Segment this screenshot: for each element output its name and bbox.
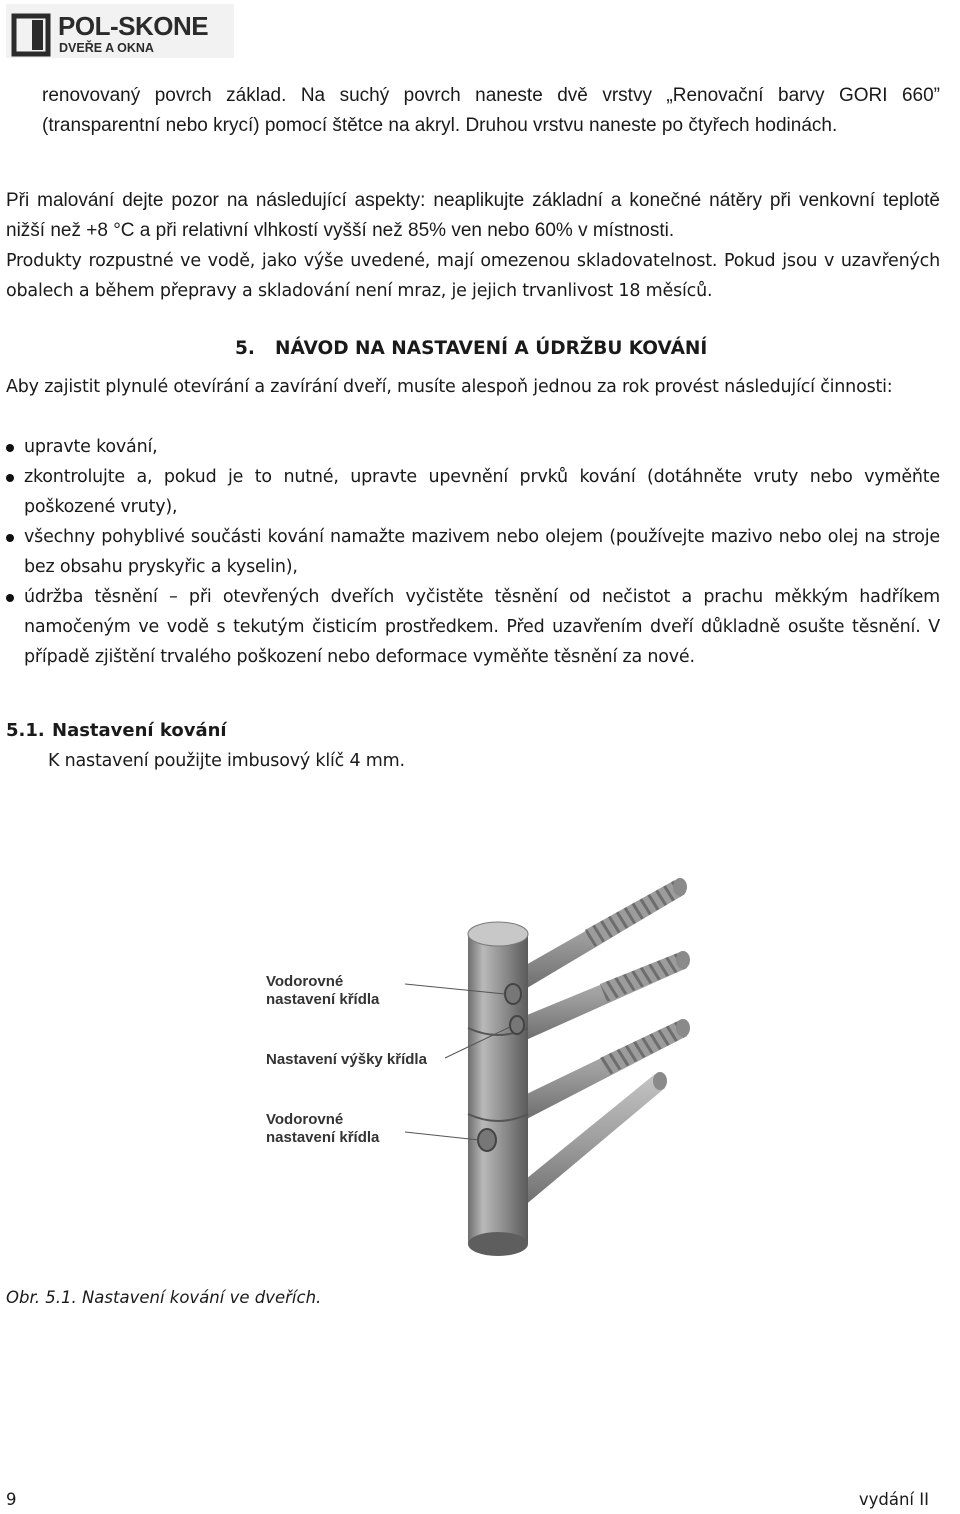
edition-label: vydání II (858, 1490, 929, 1509)
bullet-icon (6, 534, 14, 542)
list-item (24, 582, 940, 672)
logo-name: POL-SKONE (58, 11, 209, 41)
section-5-1-title: Nastavení kování (52, 720, 227, 741)
bullet-icon (6, 594, 14, 602)
page-number: 9 (6, 1490, 17, 1509)
section-5-intro: Aby zajistit plynulé otevírání a zavírání dveří, musíte alespoň jednou za rok provést následující činnosti: (6, 377, 893, 397)
list-item (24, 522, 940, 582)
figure-caption: Obr. 5.1. Nastavení kování ve dveřích. (6, 1288, 322, 1307)
section-5-1-text: K nastavení použijte imbusový klíč 4 mm. (48, 751, 405, 771)
label-horizontal-bottom-1: Vodorovné (266, 1111, 344, 1128)
label-horizontal-top-1: Vodorovné (266, 973, 344, 990)
list-item-text: upravte kování, (24, 437, 158, 457)
hinge-figure (255, 862, 695, 1272)
list-item (24, 462, 940, 522)
bullet-icon (6, 444, 14, 452)
paragraph-renovation: renovovaný povrch základ. Na suchý povrch naneste dvě vrstvy „Renovační barvy GORI 660” (transparentní nebo krycí) pomocí štětce na akryl. Druhou vrstvu naneste po čtyřech hodinách. (42, 85, 940, 136)
paragraph-painting-conditions: Při malování dejte pozor na následující aspekty: neaplikujte základní a konečné nátěry při venkovní teplotě nižší než +8 °C a při relativní vlhkostí vyšší než 85% ven nebo 60% v místnosti. (6, 190, 940, 241)
section-5-1-heading (6, 716, 227, 746)
company-logo (6, 4, 234, 58)
logo-subtitle: DVEŘE A OKNA (59, 41, 154, 55)
label-horizontal-top-2: nastavení křídla (266, 991, 380, 1008)
list-item-text: všechny pohyblivé součásti kování namažte mazivem nebo olejem (používejte mazivo nebo olej na stroje bez obsahu pryskyřic a kyselin), (24, 527, 940, 577)
paragraph-storage: Produkty rozpustné ve vodě, jako výše uvedené, mají omezenou skladovatelnost. Pokud jsou v uzavřených obalech a během přepravy a skladování není mraz, je jejich trvanlivost 18 měsíců. (6, 251, 940, 301)
list-item (24, 432, 940, 462)
label-horizontal-bottom-2: nastavení křídla (266, 1129, 380, 1146)
hinge-pins (510, 878, 690, 1212)
hinge-body (468, 922, 528, 1256)
section-5-number: 5. (235, 338, 255, 359)
section-5-1-number: 5.1. (6, 720, 45, 741)
logo-mark-icon (6, 4, 56, 58)
section-5-title: NÁVOD NA NASTAVENÍ A ÚDRŽBU KOVÁNÍ (275, 338, 708, 359)
bullet-icon (6, 474, 14, 482)
label-height: Nastavení výšky křídla (266, 1051, 427, 1068)
list-item-text: zkontrolujte a, pokud je to nutné, upravte upevnění prvků kování (dotáhněte vruty nebo vyměňte poškozené vruty), (24, 467, 940, 517)
section-5-heading (235, 334, 707, 364)
list-item-text: údržba těsnění – při otevřených dveřích vyčistěte těsnění od nečistot a prachu měkkým hadříkem namočeným ve vodě s tekutým čisticím prostředkem. Před uzavřením dveří důkladně osušte těsnění. V případě zjištění trvalého poškození nebo deformace vyměňte těsnění za nové. (24, 587, 940, 667)
